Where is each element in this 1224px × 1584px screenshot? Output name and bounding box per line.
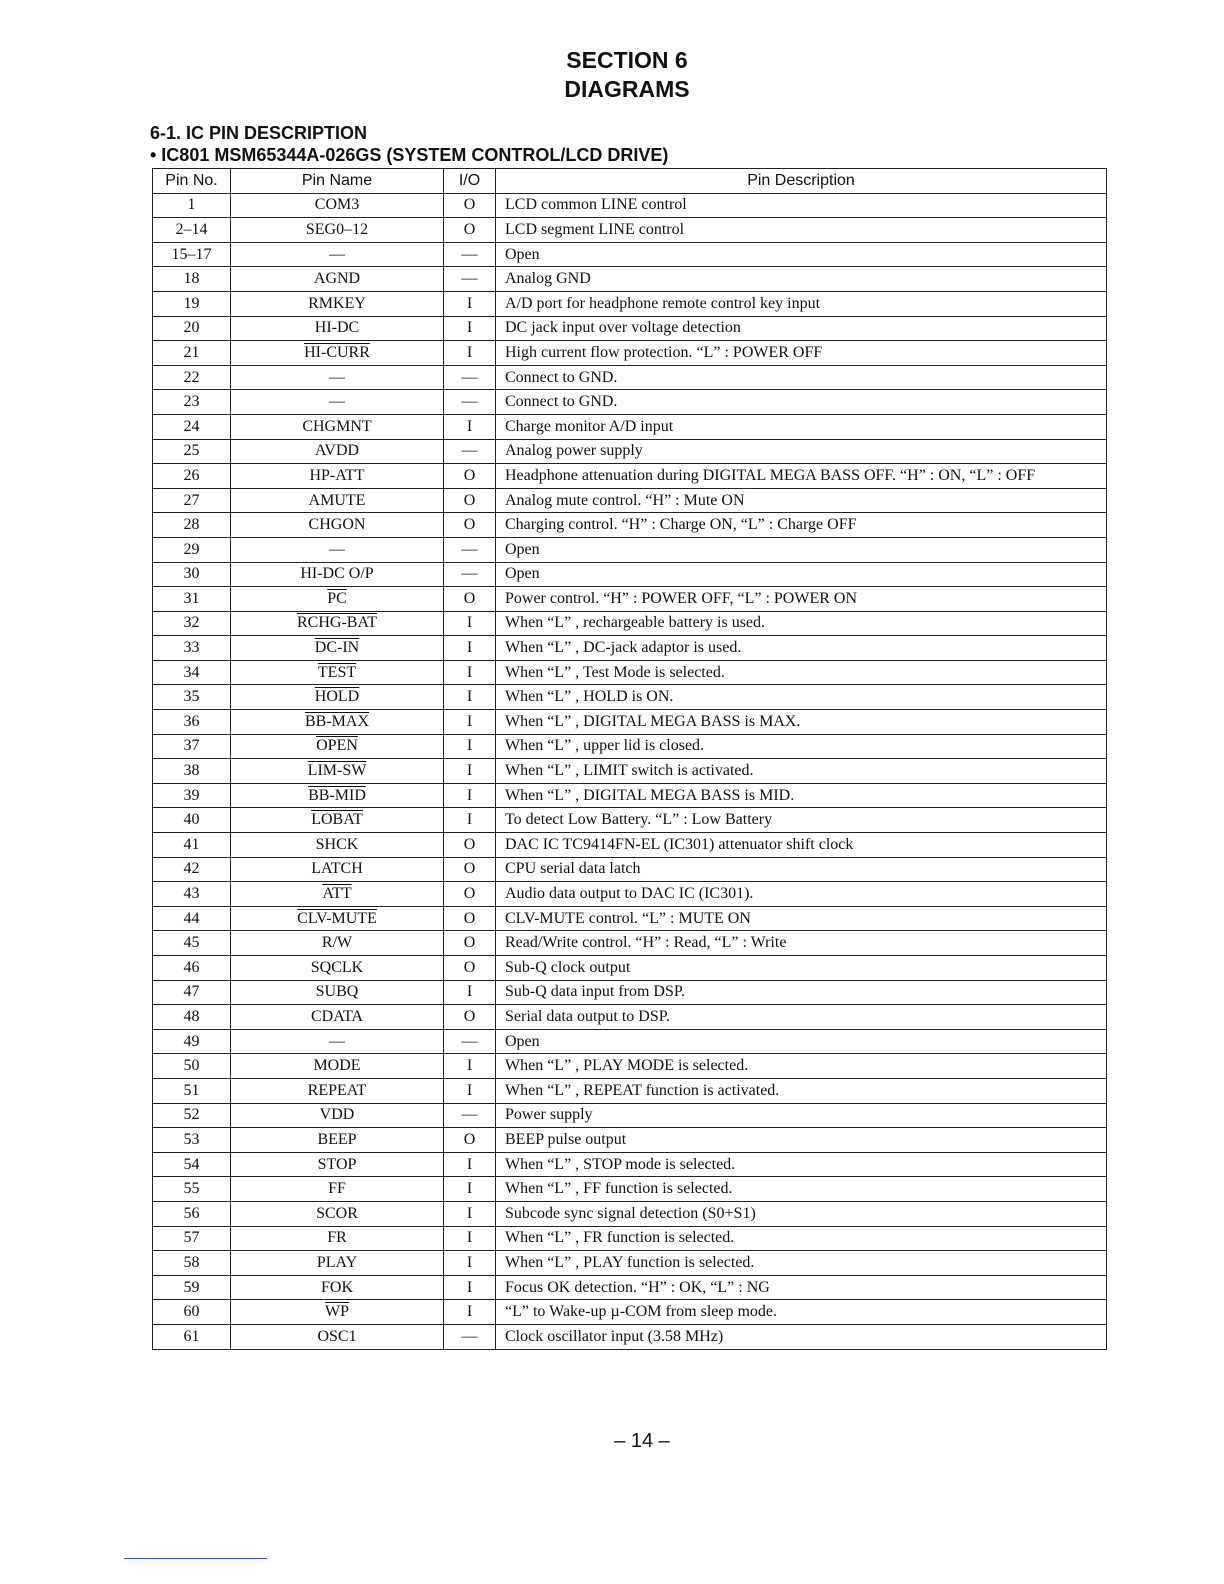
table-row xyxy=(153,1275,1107,1300)
pin-name-text: DC-IN xyxy=(314,639,360,657)
pin-number-cell: 2–14 xyxy=(153,218,231,243)
pin-name-text: BB-MID xyxy=(308,786,366,804)
pin-description-cell: When “L” , FR function is selected. xyxy=(496,1226,1107,1251)
pin-description-cell: When “L” , DIGITAL MEGA BASS is MID. xyxy=(496,783,1107,808)
table-row xyxy=(153,1029,1107,1054)
pin-name-cell xyxy=(231,193,444,218)
pin-name-text: CHGMNT xyxy=(302,417,372,435)
pin-name-cell xyxy=(231,1152,444,1177)
pin-name-text: TEST xyxy=(317,663,357,681)
pin-number-cell: 34 xyxy=(153,660,231,685)
pin-description-cell: When “L” , STOP mode is selected. xyxy=(496,1152,1107,1177)
pin-io-cell: O xyxy=(444,956,496,981)
pin-description-table xyxy=(152,168,1107,1350)
pin-name-cell xyxy=(231,291,444,316)
pin-number-cell: 20 xyxy=(153,316,231,341)
pin-name-text: CDATA xyxy=(310,1007,364,1025)
pin-number-cell: 61 xyxy=(153,1324,231,1349)
pin-name-cell xyxy=(231,1177,444,1202)
pin-name-text: PLAY xyxy=(316,1253,358,1271)
pin-io-cell: I xyxy=(444,1201,496,1226)
pin-io-cell: I xyxy=(444,636,496,661)
pin-description-cell: When “L” , LIMIT switch is activated. xyxy=(496,759,1107,784)
pin-number-cell: 60 xyxy=(153,1300,231,1325)
pin-number-cell: 27 xyxy=(153,488,231,513)
pin-io-cell: O xyxy=(444,1128,496,1153)
table-row xyxy=(153,439,1107,464)
pin-number-cell: 30 xyxy=(153,562,231,587)
pin-io-cell: I xyxy=(444,291,496,316)
pin-name-text: — xyxy=(329,1032,345,1050)
pin-description-cell: When “L” , DC-jack adaptor is used. xyxy=(496,636,1107,661)
pin-name-cell xyxy=(231,390,444,415)
pin-description-cell: Analog mute control. “H” : Mute ON xyxy=(496,488,1107,513)
pin-number-cell: 44 xyxy=(153,906,231,931)
table-row xyxy=(153,1300,1107,1325)
pin-description-cell: Sub-Q data input from DSP. xyxy=(496,980,1107,1005)
pin-description-cell: Power supply xyxy=(496,1103,1107,1128)
pin-name-text: SHCK xyxy=(315,835,359,853)
table-row xyxy=(153,291,1107,316)
pin-name-cell xyxy=(231,242,444,267)
pin-number-cell: 1 xyxy=(153,193,231,218)
pin-description-cell: Open xyxy=(496,1029,1107,1054)
pin-io-cell: O xyxy=(444,587,496,612)
pin-name-text: — xyxy=(329,540,345,558)
pin-description-cell: Power control. “H” : POWER OFF, “L” : POWER ON xyxy=(496,587,1107,612)
pin-number-cell: 59 xyxy=(153,1275,231,1300)
pin-name-text: BEEP xyxy=(317,1130,357,1148)
pin-io-cell: — xyxy=(444,537,496,562)
pin-name-cell xyxy=(231,734,444,759)
pin-io-cell: I xyxy=(444,1226,496,1251)
pin-name-text: VDD xyxy=(319,1106,355,1124)
table-row xyxy=(153,1226,1107,1251)
pin-name-text: SQCLK xyxy=(310,958,364,976)
table-row xyxy=(153,882,1107,907)
pin-name-text: CLV-MUTE xyxy=(297,909,377,927)
table-row xyxy=(153,365,1107,390)
pin-description-cell: Open xyxy=(496,537,1107,562)
pin-name-text: RMKEY xyxy=(308,294,366,312)
pin-description-cell: LCD segment LINE control xyxy=(496,218,1107,243)
pin-name-cell xyxy=(231,980,444,1005)
pin-name-cell xyxy=(231,341,444,366)
pin-description-cell: Connect to GND. xyxy=(496,390,1107,415)
table-row xyxy=(153,218,1107,243)
header-io: I/O xyxy=(444,169,496,194)
pin-io-cell: — xyxy=(444,439,496,464)
pin-name-text: $\overline{WP}$ xyxy=(325,1303,349,1321)
pin-io-cell: I xyxy=(444,1300,496,1325)
pin-description-cell: When “L” , DIGITAL MEGA BASS is MAX. xyxy=(496,710,1107,735)
pin-name-text: HOLD xyxy=(314,688,360,706)
pin-name-text: OPEN xyxy=(316,737,358,755)
pin-name-cell xyxy=(231,562,444,587)
table-row xyxy=(153,783,1107,808)
pin-io-cell: — xyxy=(444,242,496,267)
pin-description-cell: When “L” , Test Mode is selected. xyxy=(496,660,1107,685)
header-pin-description: Pin Description xyxy=(496,169,1107,194)
pin-io-cell: — xyxy=(444,562,496,587)
pin-description-cell: Serial data output to DSP. xyxy=(496,1005,1107,1030)
pin-description-cell: CPU serial data latch xyxy=(496,857,1107,882)
pin-number-cell: 36 xyxy=(153,710,231,735)
pin-io-cell: I xyxy=(444,1054,496,1079)
table-row xyxy=(153,267,1107,292)
pin-name-cell xyxy=(231,833,444,858)
pin-description-cell: Open xyxy=(496,242,1107,267)
pin-io-cell: I xyxy=(444,980,496,1005)
pin-description-cell: When “L” , upper lid is closed. xyxy=(496,734,1107,759)
table-row xyxy=(153,1128,1107,1153)
pin-description-cell: Focus OK detection. “H” : OK, “L” : NG xyxy=(496,1275,1107,1300)
pin-number-cell: 37 xyxy=(153,734,231,759)
pin-description-cell: Headphone attenuation during DIGITAL MEGA BASS OFF. “H” : ON, “L” : OFF xyxy=(496,464,1107,489)
table-row xyxy=(153,833,1107,858)
pin-number-cell: 33 xyxy=(153,636,231,661)
pin-number-cell: 40 xyxy=(153,808,231,833)
pin-description-cell: Charge monitor A/D input xyxy=(496,414,1107,439)
pin-io-cell: O xyxy=(444,833,496,858)
pin-description-cell: “L” to Wake-up µ-COM from sleep mode. xyxy=(496,1300,1107,1325)
pin-description-cell: Read/Write control. “H” : Read, “L” : Write xyxy=(496,931,1107,956)
pin-io-cell: I xyxy=(444,414,496,439)
pin-number-cell: 50 xyxy=(153,1054,231,1079)
table-row xyxy=(153,242,1107,267)
pin-description-cell: When “L” , FF function is selected. xyxy=(496,1177,1107,1202)
pin-number-cell: 21 xyxy=(153,341,231,366)
section-name: DIAGRAMS xyxy=(564,76,690,102)
pin-description-cell: Audio data output to DAC IC (IC301). xyxy=(496,882,1107,907)
pin-number-cell: 45 xyxy=(153,931,231,956)
pin-name-cell xyxy=(231,611,444,636)
pin-description-cell: When “L” , rechargeable battery is used. xyxy=(496,611,1107,636)
pin-description-cell: Subcode sync signal detection (S0+S1) xyxy=(496,1201,1107,1226)
pin-description-cell: When “L” , HOLD is ON. xyxy=(496,685,1107,710)
section-title xyxy=(0,46,1224,104)
pin-name-cell xyxy=(231,365,444,390)
pin-name-cell xyxy=(231,1300,444,1325)
pin-name-text: $\overline{PC}$ xyxy=(327,589,347,607)
pin-name-cell xyxy=(231,685,444,710)
pin-description-cell: DAC IC TC9414FN-EL (IC301) attenuator shift clock xyxy=(496,833,1107,858)
pin-name-cell xyxy=(231,488,444,513)
pin-name-cell xyxy=(231,414,444,439)
table-row xyxy=(153,414,1107,439)
pin-number-cell: 18 xyxy=(153,267,231,292)
pin-io-cell: O xyxy=(444,218,496,243)
footer-rule xyxy=(124,1558,267,1559)
table-row xyxy=(153,587,1107,612)
pin-name-text: FR xyxy=(327,1229,347,1247)
pin-name-text: R/W xyxy=(321,934,353,952)
table-row xyxy=(153,660,1107,685)
pin-description-cell: Charging control. “H” : Charge ON, “L” : Charge OFF xyxy=(496,513,1107,538)
pin-description-cell: Connect to GND. xyxy=(496,365,1107,390)
pin-number-cell: 58 xyxy=(153,1251,231,1276)
table-row xyxy=(153,562,1107,587)
table-row xyxy=(153,390,1107,415)
pin-number-cell: 38 xyxy=(153,759,231,784)
pin-number-cell: 29 xyxy=(153,537,231,562)
pin-name-text: — xyxy=(329,245,345,263)
pin-name-text: FF xyxy=(328,1180,346,1198)
pin-io-cell: I xyxy=(444,759,496,784)
pin-number-cell: 24 xyxy=(153,414,231,439)
table-row xyxy=(153,341,1107,366)
pin-name-cell xyxy=(231,1201,444,1226)
pin-io-cell: I xyxy=(444,710,496,735)
pin-description-cell: When “L” , PLAY function is selected. xyxy=(496,1251,1107,1276)
pin-name-cell xyxy=(231,1078,444,1103)
table-row xyxy=(153,1152,1107,1177)
pin-name-text: REPEAT xyxy=(307,1081,367,1099)
page-number: – 14 – xyxy=(614,1430,670,1452)
pin-name-cell xyxy=(231,882,444,907)
table-row xyxy=(153,906,1107,931)
pin-io-cell: O xyxy=(444,193,496,218)
pin-name-cell xyxy=(231,1226,444,1251)
pin-number-cell: 47 xyxy=(153,980,231,1005)
pin-name-cell xyxy=(231,1029,444,1054)
pin-name-text: SUBQ xyxy=(315,983,359,1001)
pin-name-text: STOP xyxy=(317,1155,357,1173)
pin-io-cell: O xyxy=(444,488,496,513)
pin-name-cell xyxy=(231,1128,444,1153)
pin-name-cell xyxy=(231,931,444,956)
table-row xyxy=(153,1251,1107,1276)
table-row xyxy=(153,759,1107,784)
pin-name-cell xyxy=(231,1054,444,1079)
pin-name-cell xyxy=(231,710,444,735)
pin-name-text: SEG0–12 xyxy=(305,220,369,238)
table-row xyxy=(153,1324,1107,1349)
pin-number-cell: 55 xyxy=(153,1177,231,1202)
pin-name-text: RCHG-BAT xyxy=(296,614,377,632)
pin-number-cell: 57 xyxy=(153,1226,231,1251)
pin-name-cell xyxy=(231,537,444,562)
pin-name-cell xyxy=(231,439,444,464)
pin-name-cell xyxy=(231,783,444,808)
pin-name-text: SCOR xyxy=(316,1204,358,1222)
pin-number-cell: 46 xyxy=(153,956,231,981)
table-row xyxy=(153,611,1107,636)
pin-number-cell: 25 xyxy=(153,439,231,464)
pin-description-cell: DC jack input over voltage detection xyxy=(496,316,1107,341)
table-row xyxy=(153,685,1107,710)
pin-io-cell: I xyxy=(444,1251,496,1276)
pin-name-text: LOBAT xyxy=(311,811,363,829)
ic-pin-description-heading: 6-1. IC PIN DESCRIPTION xyxy=(150,123,368,143)
pin-io-cell: O xyxy=(444,906,496,931)
table-row xyxy=(153,464,1107,489)
pin-description-cell: When “L” , REPEAT function is activated. xyxy=(496,1078,1107,1103)
pin-name-text: CHGON xyxy=(308,516,366,534)
pin-io-cell: O xyxy=(444,857,496,882)
pin-number-cell: 42 xyxy=(153,857,231,882)
pin-description-cell: Clock oscillator input (3.58 MHz) xyxy=(496,1324,1107,1349)
table-row xyxy=(153,710,1107,735)
pin-io-cell: I xyxy=(444,1177,496,1202)
pin-number-cell: 19 xyxy=(153,291,231,316)
pin-io-cell: O xyxy=(444,513,496,538)
pin-io-cell: I xyxy=(444,734,496,759)
pin-io-cell: I xyxy=(444,685,496,710)
pin-number-cell: 49 xyxy=(153,1029,231,1054)
table-row xyxy=(153,980,1107,1005)
pin-name-text: — xyxy=(329,368,345,386)
pin-description-cell: Open xyxy=(496,562,1107,587)
pin-io-cell: I xyxy=(444,783,496,808)
pin-description-cell: When “L” , PLAY MODE is selected. xyxy=(496,1054,1107,1079)
pin-name-text: HI-DC xyxy=(314,319,360,337)
pin-io-cell: I xyxy=(444,1152,496,1177)
pin-io-cell: — xyxy=(444,267,496,292)
pin-name-text: HI-DC O/P xyxy=(300,565,374,583)
pin-number-cell: 32 xyxy=(153,611,231,636)
pin-name-cell xyxy=(231,316,444,341)
pin-name-text: LATCH xyxy=(311,860,363,878)
table-row xyxy=(153,316,1107,341)
pin-number-cell: 23 xyxy=(153,390,231,415)
ic801-subheading: • IC801 MSM65344A-026GS (SYSTEM CONTROL/LCD DRIVE) xyxy=(150,145,669,165)
pin-number-cell: 52 xyxy=(153,1103,231,1128)
pin-name-text: AVDD xyxy=(314,442,360,460)
pin-name-cell xyxy=(231,857,444,882)
table-row xyxy=(153,808,1107,833)
pin-io-cell: I xyxy=(444,808,496,833)
pin-number-cell: 53 xyxy=(153,1128,231,1153)
pin-io-cell: I xyxy=(444,660,496,685)
pin-description-cell: CLV-MUTE control. “L” : MUTE ON xyxy=(496,906,1107,931)
pin-io-cell: O xyxy=(444,464,496,489)
table-row xyxy=(153,931,1107,956)
pin-io-cell: O xyxy=(444,931,496,956)
pin-name-text: BB-MAX xyxy=(304,712,369,730)
pin-name-text: LIM-SW xyxy=(307,762,367,780)
header-pin-name: Pin Name xyxy=(231,169,444,194)
table-row xyxy=(153,488,1107,513)
pin-number-cell: 31 xyxy=(153,587,231,612)
pin-number-cell: 41 xyxy=(153,833,231,858)
table-row xyxy=(153,1005,1107,1030)
pin-io-cell: I xyxy=(444,316,496,341)
pin-name-cell xyxy=(231,636,444,661)
table-row xyxy=(153,857,1107,882)
pin-io-cell: I xyxy=(444,1275,496,1300)
pin-io-cell: O xyxy=(444,882,496,907)
pin-name-cell xyxy=(231,1324,444,1349)
pin-description-cell: To detect Low Battery. “L” : Low Battery xyxy=(496,808,1107,833)
table-row xyxy=(153,1103,1107,1128)
pin-io-cell: — xyxy=(444,1029,496,1054)
pin-number-cell: 48 xyxy=(153,1005,231,1030)
pin-name-text: OSC1 xyxy=(317,1327,357,1345)
pin-number-cell: 51 xyxy=(153,1078,231,1103)
pin-description-cell: A/D port for headphone remote control key input xyxy=(496,291,1107,316)
pin-name-text: — xyxy=(329,393,345,411)
pin-name-text: FOK xyxy=(320,1278,353,1296)
table-row xyxy=(153,513,1107,538)
pin-name-cell xyxy=(231,267,444,292)
pin-name-cell xyxy=(231,464,444,489)
pin-name-text: COM3 xyxy=(314,196,360,214)
table-row xyxy=(153,956,1107,981)
pin-description-cell: LCD common LINE control xyxy=(496,193,1107,218)
pin-name-text: AGND xyxy=(313,270,361,288)
pin-number-cell: 22 xyxy=(153,365,231,390)
table-row xyxy=(153,193,1107,218)
pin-name-cell xyxy=(231,759,444,784)
pin-number-cell: 43 xyxy=(153,882,231,907)
pin-name-cell xyxy=(231,906,444,931)
pin-name-cell xyxy=(231,660,444,685)
pin-number-cell: 39 xyxy=(153,783,231,808)
pin-name-cell xyxy=(231,218,444,243)
pin-io-cell: I xyxy=(444,1078,496,1103)
table-row xyxy=(153,636,1107,661)
pin-number-cell: 26 xyxy=(153,464,231,489)
pin-io-cell: — xyxy=(444,390,496,415)
pin-number-cell: 28 xyxy=(153,513,231,538)
header-pin-no: Pin No. xyxy=(153,169,231,194)
pin-io-cell: — xyxy=(444,365,496,390)
pin-io-cell: O xyxy=(444,1005,496,1030)
pin-name-text: HP-ATT xyxy=(309,466,365,484)
pin-number-cell: 35 xyxy=(153,685,231,710)
pin-name-cell xyxy=(231,1275,444,1300)
pin-description-cell: BEEP pulse output xyxy=(496,1128,1107,1153)
pin-name-cell xyxy=(231,1251,444,1276)
pin-io-cell: I xyxy=(444,611,496,636)
table-row xyxy=(153,1078,1107,1103)
pin-name-cell xyxy=(231,513,444,538)
pin-name-cell xyxy=(231,1005,444,1030)
pin-description-cell: Analog power supply xyxy=(496,439,1107,464)
pin-io-cell: — xyxy=(444,1103,496,1128)
pin-name-cell xyxy=(231,587,444,612)
pin-name-cell xyxy=(231,956,444,981)
section-number: SECTION 6 xyxy=(566,47,688,73)
pin-number-cell: 54 xyxy=(153,1152,231,1177)
pin-number-cell: 15–17 xyxy=(153,242,231,267)
pin-io-cell: — xyxy=(444,1324,496,1349)
pin-name-text: AMUTE xyxy=(308,491,366,509)
pin-description-cell: Sub-Q clock output xyxy=(496,956,1107,981)
pin-number-cell: 56 xyxy=(153,1201,231,1226)
table-row xyxy=(153,537,1107,562)
pin-io-cell: I xyxy=(444,341,496,366)
pin-name-text: HI-CURR xyxy=(304,343,370,361)
pin-name-cell xyxy=(231,808,444,833)
table-row xyxy=(153,1054,1107,1079)
pin-description-cell: Analog GND xyxy=(496,267,1107,292)
pin-name-text: $\overline{ATT}$ xyxy=(322,885,352,903)
pin-description-cell: High current flow protection. “L” : POWER OFF xyxy=(496,341,1107,366)
pin-name-cell xyxy=(231,1103,444,1128)
pin-name-text: MODE xyxy=(313,1057,361,1075)
table-row xyxy=(153,1201,1107,1226)
table-header-row xyxy=(153,169,1107,194)
table-row xyxy=(153,734,1107,759)
table-row xyxy=(153,1177,1107,1202)
